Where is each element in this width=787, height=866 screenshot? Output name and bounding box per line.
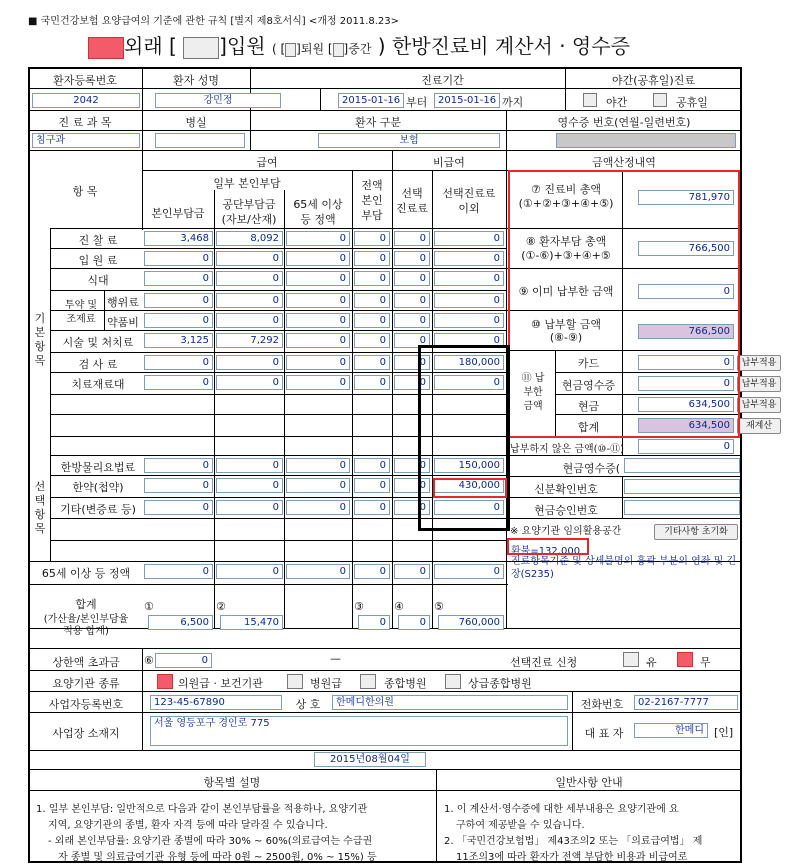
insurer-header: 공단부담금 bbox=[222, 198, 276, 211]
unpaid-field[interactable]: 0 bbox=[638, 439, 734, 454]
row-value-field[interactable]: 0 bbox=[434, 313, 504, 328]
partial-header: 일부 본인부담 bbox=[213, 177, 281, 190]
unpaid-label: 납부하지 않은 금액(⑩-⑪) bbox=[510, 444, 625, 455]
memo-label: ※ 요양기관 임의활용공간 bbox=[510, 526, 622, 537]
card-label: 카드 bbox=[577, 357, 600, 370]
calc-due-label-2: (⑧-⑨) bbox=[549, 331, 583, 344]
calc-header: 금액산정내역 bbox=[592, 156, 656, 169]
calc-total-field[interactable]: 781,970 bbox=[638, 190, 734, 205]
row-label: 한방물리요법료 bbox=[60, 461, 136, 474]
cash-field[interactable]: 634,500 bbox=[638, 397, 734, 412]
insurer-sub-header: (자보/산재) bbox=[221, 213, 277, 226]
row-value-field[interactable]: 0 bbox=[434, 293, 504, 308]
other-header-1: 선택진료료 bbox=[442, 187, 496, 200]
row-value-field[interactable]: 0 bbox=[354, 333, 390, 348]
row-value-field[interactable]: 0 bbox=[354, 251, 390, 266]
cash-apply-button[interactable]: 납부적용 bbox=[737, 397, 781, 413]
ward-field[interactable] bbox=[155, 133, 245, 148]
inst-type-1-checkbox[interactable] bbox=[157, 674, 173, 689]
calc-divider-4 bbox=[622, 476, 623, 518]
row-value-field[interactable]: 0 bbox=[394, 313, 430, 328]
issue-date-field[interactable]: 2015년08월04일 bbox=[314, 752, 426, 767]
row-value-field[interactable]: 0 bbox=[354, 375, 390, 390]
totals-label-3-visible: 적용 합계) bbox=[63, 626, 109, 637]
row-divider bbox=[50, 290, 506, 291]
totals-label-2: (가산율/본인부담율 bbox=[43, 614, 129, 625]
company-field[interactable]: 한메디한의원 bbox=[332, 695, 568, 710]
row-value-field[interactable]: 0 bbox=[354, 478, 390, 493]
select-header-1: 선택 bbox=[401, 187, 423, 200]
choice-yes-text: 유 bbox=[646, 656, 657, 669]
dept-label: 진 료 과 목 bbox=[58, 116, 112, 129]
total-marker: ② bbox=[216, 600, 226, 613]
noncovered-header: 비급여 bbox=[433, 156, 465, 169]
address-label: 사업장 소재지 bbox=[52, 727, 120, 740]
basic-group-label: 기 본 항 목 bbox=[34, 312, 46, 367]
calc-patient-label-2: (①-⑥)+③+④+⑤ bbox=[521, 249, 611, 262]
total-value-field[interactable]: 15,470 bbox=[220, 615, 283, 630]
title-interim: 중간 bbox=[348, 42, 372, 56]
id-label: 신분확인번호 bbox=[534, 483, 598, 496]
reset-button[interactable]: 기타사항 초기화 bbox=[654, 524, 738, 540]
row-value-field[interactable]: 0 bbox=[394, 375, 430, 390]
row-divider bbox=[50, 310, 506, 311]
row-value-field[interactable]: 0 bbox=[144, 375, 213, 390]
row-value-field[interactable]: 3,468 bbox=[144, 231, 213, 246]
select-header-2: 진료료 bbox=[396, 202, 428, 215]
memo-text[interactable]: 진료항목기준 및 상세불명의 흉곽 부분의 염좌 및 긴장(S235) bbox=[511, 556, 737, 580]
row-value-field[interactable]: 0 bbox=[394, 251, 430, 266]
interim-checkbox[interactable] bbox=[333, 43, 344, 57]
sum-label: 합계 bbox=[577, 421, 600, 434]
row-label: 시술 및 처치료 bbox=[62, 336, 134, 349]
card-field[interactable]: 0 bbox=[638, 355, 734, 370]
inst-type-1: 의원급 · 보건기관 bbox=[178, 677, 263, 690]
row-value-field[interactable]: 0 bbox=[144, 251, 213, 266]
document-title: 외래 [ ]입원 ( [ ]퇴원 [ ]중간 ) 한방진료비 계산서 · 영수증 bbox=[88, 30, 630, 59]
outpatient-checkbox[interactable] bbox=[88, 37, 124, 59]
row-divider bbox=[50, 540, 506, 541]
full-self-header-3: 부담 bbox=[361, 209, 383, 222]
refund-highlight bbox=[507, 538, 589, 555]
phone-field[interactable]: 02-2167-7777 bbox=[634, 695, 738, 710]
totals-label-1: 합계 bbox=[75, 598, 97, 611]
inst-type-4: 상급종합병원 bbox=[468, 677, 532, 690]
row-label: 행위료 bbox=[107, 296, 139, 309]
ceiling-field[interactable]: 0 bbox=[155, 653, 212, 668]
inst-type-2: 병원급 bbox=[310, 677, 342, 690]
calc-highlight bbox=[508, 170, 740, 438]
biz-no-label: 사업자등록번호 bbox=[48, 698, 124, 711]
address-field[interactable]: 서울 영등포구 경인로 775 bbox=[150, 716, 568, 746]
cash-label: 현금 bbox=[577, 400, 600, 413]
row-value-field[interactable]: 0 bbox=[144, 313, 213, 328]
rep-label: 대 표 자 bbox=[584, 727, 624, 740]
total-marker: ① bbox=[144, 600, 154, 613]
elderly-header: 65세 이상 bbox=[293, 198, 343, 211]
ceiling-label: 상한액 초과금 bbox=[52, 656, 120, 669]
row-value-field[interactable]: 0 bbox=[216, 458, 283, 473]
row-value-field[interactable]: 0 bbox=[286, 355, 350, 370]
row-value-field[interactable]: 0 bbox=[354, 313, 390, 328]
row-label: 기타(변증료 등) bbox=[60, 503, 136, 516]
row-value-field[interactable]: 0 bbox=[286, 231, 350, 246]
calc-patient-label-1: ⑧ 환자부담 총액 bbox=[525, 235, 607, 248]
dept-field[interactable]: 침구과 bbox=[32, 133, 140, 148]
row-value-field[interactable]: 0 bbox=[394, 478, 430, 493]
calc-total-label-1: ⑦ 진료비 총액 bbox=[531, 183, 601, 196]
row-value-field[interactable]: 0 bbox=[434, 500, 504, 515]
item-header: 항 목 bbox=[72, 185, 98, 198]
row-value-field[interactable]: 0 bbox=[354, 500, 390, 515]
row-label: 약품비 bbox=[107, 316, 139, 329]
row-value-field[interactable]: 0 bbox=[394, 355, 430, 370]
row-value-field[interactable]: 0 bbox=[216, 293, 283, 308]
cash-receipt-field[interactable]: 0 bbox=[638, 376, 734, 391]
cash-receipt-label: 현금영수증 bbox=[561, 379, 616, 392]
row-value-field[interactable]: 0 bbox=[434, 375, 504, 390]
cash-receipt2-label: 현금영수증( bbox=[562, 462, 620, 475]
self-pay-header: 본인부담금 bbox=[151, 207, 205, 220]
row-value-field[interactable]: 0 bbox=[394, 231, 430, 246]
inst-type-4-checkbox[interactable] bbox=[445, 674, 461, 689]
row-value-field[interactable]: 0 bbox=[286, 293, 350, 308]
calc-total-label-2: (①+②+③+④+⑤) bbox=[518, 197, 614, 210]
row-value-field[interactable]: 0 bbox=[216, 478, 283, 493]
total-value-field[interactable]: 6,500 bbox=[148, 615, 213, 630]
ceiling-marker: ⑥ bbox=[144, 654, 154, 667]
title-discharge: 퇴원 bbox=[300, 42, 325, 56]
row-label: 치료재료대 bbox=[71, 378, 125, 391]
receipt-no-label: 영수증 번호(연월-일련번호) bbox=[557, 116, 691, 129]
reg-no-label: 환자등록번호 bbox=[53, 74, 117, 87]
patient-type-label: 환자 구분 bbox=[354, 116, 401, 129]
inst-type-3-checkbox[interactable] bbox=[360, 674, 376, 689]
biz-no-field[interactable]: 123-45-67890 bbox=[150, 695, 282, 710]
title-inpatient: ]입원 bbox=[219, 34, 266, 58]
total-marker: ③ bbox=[354, 600, 364, 613]
row-value-field[interactable]: 3,125 bbox=[144, 333, 213, 348]
title-outpatient: 외래 [ bbox=[124, 34, 177, 58]
period-label: 진료기간 bbox=[421, 74, 464, 87]
full-self-header-2: 본인 bbox=[361, 194, 383, 207]
id-field[interactable] bbox=[624, 479, 740, 494]
total-value-field[interactable]: 0 bbox=[358, 615, 390, 630]
row-value-field[interactable]: 0 bbox=[216, 355, 283, 370]
row-value-field[interactable]: 0 bbox=[216, 500, 283, 515]
row-value-field[interactable]: 0 bbox=[394, 271, 430, 286]
row-value-field[interactable]: 0 bbox=[144, 293, 213, 308]
calc-paid-field[interactable]: 0 bbox=[638, 284, 734, 299]
row-label: 한약(첩약) bbox=[72, 481, 124, 494]
row-value-field[interactable]: 0 bbox=[394, 458, 430, 473]
night-text: 야간 bbox=[606, 96, 628, 109]
recalc-button[interactable]: 재계산 bbox=[737, 418, 781, 434]
period-to-field[interactable]: 2015-01-16 bbox=[434, 93, 500, 108]
row-label: 입 원 료 bbox=[78, 254, 118, 267]
row-value-field[interactable]: 0 bbox=[144, 564, 213, 579]
row-value-field[interactable]: 0 bbox=[216, 564, 283, 579]
row-value-field[interactable]: 150,000 bbox=[434, 458, 504, 473]
row-value-field[interactable]: 0 bbox=[286, 564, 350, 579]
row-value-field[interactable]: 0 bbox=[286, 478, 350, 493]
calc-divider-1 bbox=[506, 476, 742, 477]
full-self-header-1: 전액 bbox=[361, 179, 383, 192]
row-value-field[interactable]: 0 bbox=[434, 231, 504, 246]
row-label: 검 사 료 bbox=[78, 358, 118, 371]
company-label: 상 호 bbox=[295, 698, 321, 711]
row-divider bbox=[50, 268, 506, 269]
choice-yes-checkbox[interactable] bbox=[623, 652, 639, 667]
row-value-field[interactable]: 0 bbox=[394, 564, 430, 579]
patient-type-field[interactable]: 보험 bbox=[318, 133, 500, 148]
medication-group-1: 투약 및 bbox=[64, 300, 98, 311]
period-from-field[interactable]: 2015-01-16 bbox=[338, 93, 404, 108]
from-word: 부터 bbox=[406, 96, 428, 109]
ceiling-dash: — bbox=[330, 652, 341, 665]
row-value-field[interactable]: 430,000 bbox=[434, 478, 504, 493]
cash-receipt-apply-button[interactable]: 납부적용 bbox=[737, 376, 781, 392]
row-value-field[interactable]: 0 bbox=[434, 271, 504, 286]
row-value-field[interactable]: 0 bbox=[286, 458, 350, 473]
total-value-field[interactable]: 0 bbox=[398, 615, 430, 630]
row-value-field[interactable]: 0 bbox=[434, 333, 504, 348]
row-value-field[interactable]: 0 bbox=[144, 458, 213, 473]
night-label: 야간(공휴일)진료 bbox=[612, 74, 695, 87]
inst-type-label: 요양기관 종류 bbox=[52, 677, 120, 690]
row-value-field[interactable]: 0 bbox=[216, 271, 283, 286]
row-value-field[interactable]: 0 bbox=[286, 271, 350, 286]
select-group-label: 선 택 항 목 bbox=[34, 480, 46, 535]
holiday-text: 공휴일 bbox=[676, 96, 708, 109]
footer-left-title: 항목별 설명 bbox=[203, 776, 261, 789]
row-value-field[interactable]: 180,000 bbox=[434, 355, 504, 370]
total-marker: ⑤ bbox=[434, 600, 444, 613]
rep-field[interactable]: 한메디 bbox=[634, 723, 708, 738]
calc-due-field[interactable]: 766,500 bbox=[638, 324, 734, 339]
night-checkbox[interactable] bbox=[583, 93, 597, 107]
holiday-checkbox[interactable] bbox=[653, 93, 667, 107]
row-value-field[interactable]: 0 bbox=[354, 293, 390, 308]
row-divider bbox=[28, 561, 506, 562]
row-value-field[interactable]: 0 bbox=[216, 251, 283, 266]
total-value-field[interactable]: 760,000 bbox=[438, 615, 504, 630]
row-value-field[interactable]: 7,292 bbox=[216, 333, 283, 348]
row-value-field[interactable]: 0 bbox=[286, 375, 350, 390]
regulation-note: ■ 국민건강보험 요양급여의 기준에 관한 규칙 [별지 제8호서식] <개정 2011.8.23> bbox=[28, 16, 400, 27]
other-header-2: 이외 bbox=[458, 202, 480, 215]
row-value-field[interactable]: 8,092 bbox=[216, 231, 283, 246]
inst-type-3: 종합병원 bbox=[384, 677, 427, 690]
to-word: 까지 bbox=[502, 96, 524, 109]
card-apply-button[interactable]: 납부적용 bbox=[737, 355, 781, 371]
choice-no-text: 무 bbox=[700, 656, 711, 669]
sum-field[interactable]: 634,500 bbox=[638, 418, 734, 433]
footer-left-text: 1. 일부 본인부담: 일반적으로 다음과 같이 본인부담률을 적용하나, 요양기관 지역, 요양기관의 종별, 환자 자격 등에 따라 달라질 수 있습니다. - 외래 본인부담률: 요양기관 종별에 따라 30% ~ 60%(의료급여는 수급권 자 종별 및 의료급여기관 유형 등에 따라 0원 ~ 2500원, 0% ~ 15%) 등 bbox=[36, 804, 377, 863]
row-value-field[interactable]: 0 bbox=[144, 355, 213, 370]
row-value-field[interactable]: 0 bbox=[434, 251, 504, 266]
calc-paid-label: ⑨ 이미 납부한 금액 bbox=[518, 285, 614, 298]
row-value-field[interactable]: 0 bbox=[394, 293, 430, 308]
row-value-field[interactable]: 0 bbox=[216, 313, 283, 328]
row-value-field[interactable]: 0 bbox=[354, 564, 390, 579]
row-value-field[interactable]: 0 bbox=[394, 500, 430, 515]
receipt-no-field[interactable] bbox=[556, 133, 736, 148]
row-value-field[interactable]: 0 bbox=[394, 333, 430, 348]
cash-receipt2-field[interactable] bbox=[624, 458, 740, 473]
choice-label: 선택진료 신청 bbox=[510, 656, 578, 669]
row-value-field[interactable]: 0 bbox=[286, 313, 350, 328]
choice-no-checkbox[interactable] bbox=[677, 652, 693, 667]
row-value-field[interactable]: 0 bbox=[216, 375, 283, 390]
refund-text: 환불=132,000 bbox=[511, 546, 581, 557]
elderly-header-2: 등 정액 bbox=[300, 213, 336, 226]
medication-group-2: 조제료 bbox=[66, 314, 96, 325]
row-value-field[interactable]: 0 bbox=[354, 355, 390, 370]
row-label: 65세 이상 등 정액 bbox=[41, 567, 131, 580]
total-marker: ④ bbox=[394, 600, 404, 613]
row-label: 식대 bbox=[87, 274, 109, 287]
row-divider bbox=[50, 248, 506, 249]
row-value-field[interactable]: 0 bbox=[354, 231, 390, 246]
calc-patient-field[interactable]: 766,500 bbox=[638, 241, 734, 256]
seal: [인] bbox=[714, 726, 734, 739]
row-value-field[interactable]: 0 bbox=[144, 478, 213, 493]
row-value-field[interactable]: 0 bbox=[434, 564, 504, 579]
row-value-field[interactable]: 0 bbox=[354, 271, 390, 286]
calc-divider-3 bbox=[506, 518, 742, 519]
row-value-field[interactable]: 0 bbox=[354, 458, 390, 473]
calc-due-label-1: ⑩ 납부할 금액 bbox=[531, 318, 601, 331]
footer-right-text: 1. 이 계산서·영수증에 대한 세부내용은 요양기관에 요 구하여 제공받을 수 있습니다. 2. 「국민건강보험법」 제43조의2 또는 「의료급여법」 제 11조의3에 따라 환자가 전액 부담한 비용과 비급여로 bbox=[444, 804, 703, 863]
reg-no-field[interactable]: 2042 bbox=[32, 93, 140, 108]
row-value-field[interactable]: 0 bbox=[286, 251, 350, 266]
phone-label: 전화번호 bbox=[580, 698, 624, 711]
approval-label: 현금승인번호 bbox=[534, 504, 598, 517]
row-value-field[interactable]: 0 bbox=[144, 271, 213, 286]
ward-label: 병실 bbox=[185, 116, 207, 129]
name-label: 환자 성명 bbox=[172, 74, 219, 87]
calc-divider-2 bbox=[506, 497, 742, 498]
paid-group-label: ⑪ 납 부한 금액 bbox=[521, 373, 545, 412]
approval-field[interactable] bbox=[624, 500, 740, 515]
covered-header: 급여 bbox=[256, 156, 278, 169]
inst-type-2-checkbox[interactable] bbox=[287, 674, 303, 689]
row-value-field[interactable]: 0 bbox=[144, 500, 213, 515]
row-value-field[interactable]: 0 bbox=[286, 500, 350, 515]
discharge-checkbox[interactable] bbox=[285, 43, 296, 57]
inpatient-checkbox[interactable] bbox=[183, 37, 219, 59]
noncovered-highlight bbox=[418, 345, 510, 531]
row-value-field[interactable]: 0 bbox=[286, 333, 350, 348]
row-divider bbox=[50, 228, 506, 229]
row-divider bbox=[50, 330, 506, 331]
title-main: ) 한방진료비 계산서 · 영수증 bbox=[377, 34, 630, 58]
name-field[interactable]: 강민정 bbox=[155, 93, 281, 108]
row-label: 진 찰 료 bbox=[78, 234, 118, 247]
footer-right-title: 일반사항 안내 bbox=[555, 776, 623, 789]
